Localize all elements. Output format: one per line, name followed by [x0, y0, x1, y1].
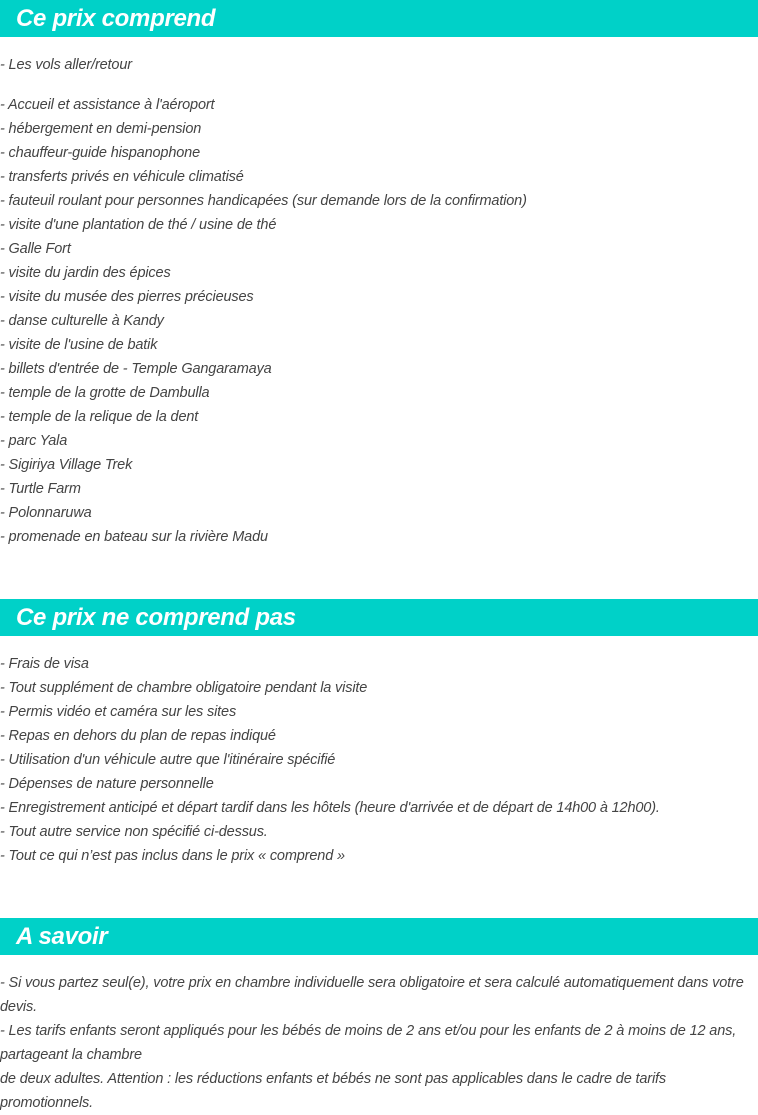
section-title-excludes: Ce prix ne comprend pas: [16, 604, 296, 631]
list-item: - Permis vidéo et caméra sur les sites: [0, 704, 237, 720]
list-item: - visite d'une plantation de thé / usine de thé: [0, 217, 277, 233]
section-header-excludes: [0, 599, 758, 636]
list-item: - Tout supplément de chambre obligatoire pendant la visite: [0, 680, 368, 696]
section-title-info: A savoir: [16, 923, 108, 950]
section-header-includes: [0, 0, 758, 37]
list-item: - Les vols aller/retour: [0, 57, 132, 73]
section-price-includes: [0, 0, 758, 545]
list-item: - hébergement en demi-pension: [0, 121, 202, 137]
list-item: - Accueil et assistance à l'aéroport: [0, 97, 215, 113]
list-item: - Tout ce qui n’est pas inclus dans le prix « comprend »: [0, 848, 345, 864]
list-item: - Enregistrement anticipé et départ tardif dans les hôtels (heure d'arrivée et de départ de 14h00 à 12h00).: [0, 800, 660, 816]
includes-lead-list: [0, 53, 132, 77]
list-item: - temple de la grotte de Dambulla: [0, 385, 210, 401]
list-item: - Galle Fort: [0, 241, 71, 257]
list-item: - Polonnaruwa: [0, 505, 92, 521]
info-paragraph: - Si vous partez seul(e), votre prix en chambre individuelle sera obligatoire et sera calculé automatiquement dans votre devis.: [0, 975, 744, 1015]
list-item: - chauffeur-guide hispanophone: [0, 145, 201, 161]
list-item: - Sigiriya Village Trek: [0, 457, 133, 473]
list-item: - visite du jardin des épices: [0, 265, 171, 281]
list-item: - Utilisation d'un véhicule autre que l'itinéraire spécifié: [0, 752, 336, 768]
list-item: - Tout autre service non spécifié ci-dessus.: [0, 824, 268, 840]
list-item: - Dépenses de nature personnelle: [0, 776, 214, 792]
list-item: - danse culturelle à Kandy: [0, 313, 164, 329]
list-item: - Turtle Farm: [0, 481, 81, 497]
list-item: - parc Yala: [0, 433, 68, 449]
list-item: - billets d'entrée de - Temple Gangaramaya: [0, 361, 272, 377]
list-item: - Frais de visa: [0, 656, 89, 672]
info-paragraph: - Les tarifs enfants seront appliqués pour les bébés de moins de 2 ans et/ou pour les enfants de 2 à moins de 12 ans, partageant la chambre: [0, 1023, 737, 1063]
section-price-excludes: [0, 599, 758, 864]
excludes-list: [0, 652, 660, 868]
includes-list: [0, 93, 527, 549]
list-item: - temple de la relique de la dent: [0, 409, 199, 425]
list-item: - fauteuil roulant pour personnes handicapées (sur demande lors de la confirmation): [0, 193, 527, 209]
list-item: - visite du musée des pierres précieuses: [0, 289, 254, 305]
section-title-includes: Ce prix comprend: [16, 5, 216, 32]
info-paragraphs: [0, 971, 758, 1115]
list-item: - Repas en dehors du plan de repas indiqué: [0, 728, 276, 744]
list-item: - promenade en bateau sur la rivière Madu: [0, 529, 268, 545]
info-paragraph: de deux adultes. Attention : les réductions enfants et bébés ne sont pas applicables dans le cadre de tarifs promotionnels.: [0, 1071, 667, 1111]
list-item: - transferts privés en véhicule climatisé: [0, 169, 244, 185]
list-item: - visite de l'usine de batik: [0, 337, 158, 353]
section-good-to-know: [0, 918, 758, 1111]
section-header-info: [0, 918, 758, 955]
